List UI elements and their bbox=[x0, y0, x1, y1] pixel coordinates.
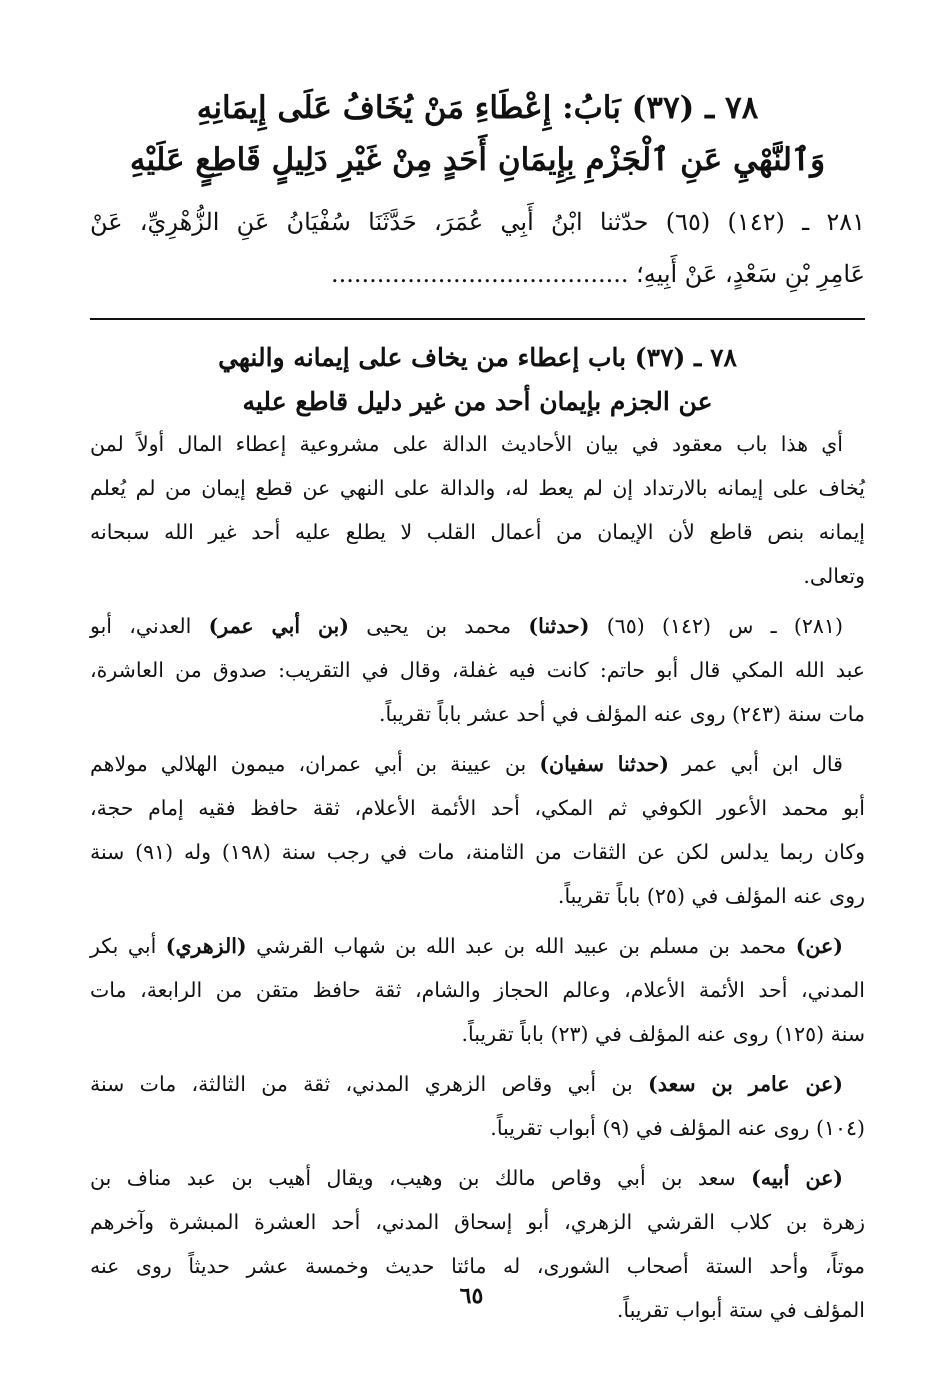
text-line bbox=[90, 604, 865, 648]
text-line: وتعالى. bbox=[803, 564, 865, 588]
text-run: محمد بن يحيى bbox=[366, 614, 512, 638]
text-line: أبو محمد الأعور الكوفي ثم المكي، أحد الأئمة الأعلام، ثقة حافظ فقيه إمام حجة، bbox=[90, 796, 865, 820]
text-line: وكان ربما يدلس لكن عن الثقات من الثامنة، مات في رجب سنة (١٩٨) وله (٩١) سنة bbox=[90, 840, 865, 864]
text-run: بن أبي وقاص الزهري المدني، ثقة من الثالثة، مات سنة bbox=[90, 1072, 633, 1096]
commentary-heading bbox=[90, 336, 865, 424]
text-line bbox=[90, 742, 865, 786]
text-run: سعد بن أبي وقاص مالك بن وهيب، ويقال أهيب بن عبد مناف بن bbox=[90, 1166, 736, 1190]
text-line: موتاً، وأحد الستة أصحاب الشورى، له مائتا حديث وخمسة عشر حديثاً روى عنه bbox=[90, 1254, 865, 1278]
paragraph bbox=[90, 924, 865, 1056]
bold-term: (عن أبيه) bbox=[751, 1166, 843, 1190]
bold-term: (عن) bbox=[795, 934, 843, 958]
text-line: سنة (١٢٥) روى عنه المؤلف في (٢٣) باباً تقريباً. bbox=[461, 1022, 865, 1046]
heading-line: ٧٨ ـ (٣٧) بَابُ: إِعْطَاءِ مَنْ يُخَافُ عَلَى إِيمَانِهِ bbox=[196, 90, 759, 126]
text-line bbox=[90, 1156, 865, 1200]
text-run: قال ابن أبي عمر bbox=[682, 752, 843, 776]
hadith-line: عَامِرِ بْنِ سَعْدٍ، عَنْ أَبِيهِ؛ ....................................... bbox=[330, 260, 865, 288]
text-line: إيمانه بنص قاطع لأن الإيمان من أعمال القلب لا يطلع عليه أحد غير الله سبحانه bbox=[90, 520, 865, 544]
bold-term: (عن عامر بن سعد) bbox=[648, 1072, 843, 1096]
text-line bbox=[90, 924, 865, 968]
heading-line: وَٱلنَّهْيِ عَنِ ٱلْجَزْمِ بِإِيمَانِ أَحَدٍ مِنْ غَيْرِ دَلِيلٍ قَاطِعٍ عَلَيْهِ bbox=[129, 142, 826, 178]
heading-line: ٧٨ ـ (٣٧) باب إعطاء من يخاف على إيمانه والنهي bbox=[218, 343, 737, 372]
text-line: المدني، أحد الأئمة الأعلام، وعالم الحجاز والشام، ثقة حافظ متقن من الرابعة، مات bbox=[90, 978, 865, 1002]
paragraph bbox=[90, 422, 865, 598]
text-run: أبي بكر bbox=[90, 934, 157, 958]
paragraph bbox=[90, 1062, 865, 1150]
bold-term: (حدثنا) bbox=[528, 614, 590, 638]
text-run: بن عيينة بن أبي عمران، ميمون الهلالي مولاهم bbox=[90, 752, 527, 776]
hadith-text bbox=[90, 196, 865, 300]
bold-term: (بن أبي عمر) bbox=[208, 614, 349, 638]
text-line: زهرة بن كلاب القرشي الزهري، أبو إسحاق المدني، أحد العشرة المبشرة وآخرهم bbox=[90, 1210, 865, 1234]
page-number: ٦٥ bbox=[459, 1283, 484, 1309]
paragraph bbox=[90, 742, 865, 918]
separator-rule bbox=[90, 318, 865, 320]
text-line: أي هذا باب معقود في بيان الأحاديث الدالة على مشروعية إعطاء المال أولاً لمن bbox=[90, 432, 843, 456]
bold-term: (الزهري) bbox=[165, 934, 247, 958]
text-line bbox=[90, 1062, 865, 1106]
text-line: (١٠٤) روى عنه المؤلف في (٩) أبواب تقريباً. bbox=[490, 1116, 865, 1140]
text-line: روى عنه المؤلف في (٢٥) باباً تقريباً. bbox=[557, 884, 865, 908]
text-line: المؤلف في ستة أبواب تقريباً. bbox=[616, 1298, 865, 1322]
hadith-line: ٢٨١ ـ (١٤٢) (٦٥) حدّثنا ابْنُ أَبِي عُمَرَ، حَدَّثَنَا سُفْيَانُ عَنِ الزُّهْرِيِّ، عَنْ bbox=[90, 208, 866, 236]
text-run: العدني، أبو bbox=[90, 614, 192, 638]
bold-term: (حدثنا سفيان) bbox=[539, 752, 669, 776]
text-line: عبد الله المكي قال أبو حاتم: كانت فيه غفلة، وقال في التقريب: صدوق من العاشرة، bbox=[90, 658, 865, 682]
text-line: يُخاف على إيمانه بالارتداد إن لم يعط له، والدالة على النهي عن قطع إيمان من لم يُعلم bbox=[90, 476, 865, 500]
paragraph bbox=[90, 604, 865, 736]
text-line: مات سنة (٢٤٣) روى عنه المؤلف في أحد عشر باباً تقريباً. bbox=[379, 702, 865, 726]
commentary-body bbox=[90, 422, 865, 1338]
text-run: (٢٨١) ـ س (١٤٢) (٦٥) bbox=[606, 614, 843, 638]
heading-line: عن الجزم بإيمان أحد من غير دليل قاطع عليه bbox=[242, 387, 713, 416]
text-run: محمد بن مسلم بن عبيد الله بن عبد الله بن شهاب القرشي bbox=[256, 934, 787, 958]
hadith-chapter-heading bbox=[90, 82, 865, 186]
